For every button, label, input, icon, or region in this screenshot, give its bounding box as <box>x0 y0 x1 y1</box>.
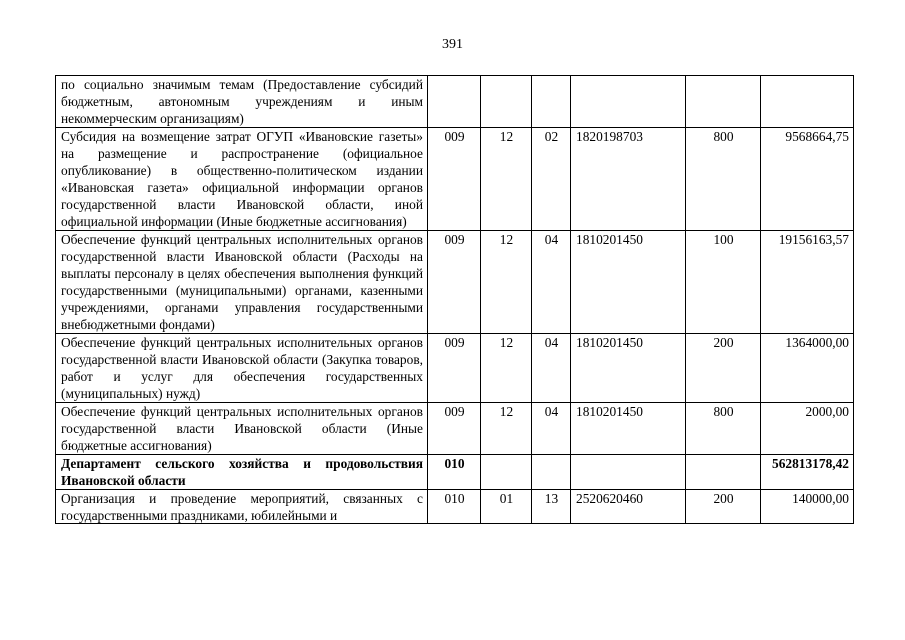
amount: 19156163,57 <box>761 231 854 334</box>
table-row <box>56 403 854 455</box>
expense-type <box>686 76 761 128</box>
section-code <box>481 76 532 128</box>
subsection-code: 04 <box>532 403 571 455</box>
section-code: 12 <box>481 231 532 334</box>
target-code: 1810201450 <box>571 334 686 403</box>
ministry-code: 009 <box>428 128 481 231</box>
section-code: 01 <box>481 490 532 524</box>
table-row <box>56 490 854 524</box>
ministry-code: 009 <box>428 334 481 403</box>
table-row <box>56 334 854 403</box>
subsection-code <box>532 455 571 490</box>
expense-type: 100 <box>686 231 761 334</box>
table-row <box>56 128 854 231</box>
expense-type <box>686 455 761 490</box>
section-code <box>481 455 532 490</box>
table-row <box>56 231 854 334</box>
section-code: 12 <box>481 334 532 403</box>
subsection-code <box>532 76 571 128</box>
target-code: 2520620460 <box>571 490 686 524</box>
row-name: Обеспечение функций центральных исполнительных органов государственной власти Ивановской области (Иные бюджетные ассигнования) <box>56 403 428 455</box>
row-name: Обеспечение функций центральных исполнительных органов государственной власти Ивановской области (Расходы на выплаты персоналу в целях обеспечения выполнения функций государственными (муниципальными) органами, казенными учреждениями, органами управления государственными внебюджетными фондами) <box>56 231 428 334</box>
row-name-text: Организация и проведение мероприятий, связанных с государственными праздниками, юбилейными и <box>61 491 423 523</box>
subsection-code: 04 <box>532 231 571 334</box>
ministry-code: 009 <box>428 231 481 334</box>
page-number: 391 <box>442 37 463 52</box>
expense-type: 200 <box>686 490 761 524</box>
subsection-code: 04 <box>532 334 571 403</box>
target-code: 1810201450 <box>571 403 686 455</box>
row-name: по социально значимым темам (Предоставление субсидий бюджетным, автономным учреждениям и иным некоммерческим организациям) <box>56 76 428 128</box>
ministry-code: 010 <box>428 455 481 490</box>
subsection-code: 13 <box>532 490 571 524</box>
ministry-code <box>428 76 481 128</box>
subsection-code: 02 <box>532 128 571 231</box>
row-name: Обеспечение функций центральных исполнительных органов государственной власти Ивановской области (Закупка товаров, работ и услуг для обеспечения государственных (муниципальных) нужд) <box>56 334 428 403</box>
target-code <box>571 76 686 128</box>
table-row-department <box>56 455 854 490</box>
target-code: 1810201450 <box>571 231 686 334</box>
ministry-code: 010 <box>428 490 481 524</box>
amount: 140000,00 <box>761 490 854 524</box>
amount: 1364000,00 <box>761 334 854 403</box>
amount: 9568664,75 <box>761 128 854 231</box>
row-name: Субсидия на возмещение затрат ОГУП «Ивановские газеты» на размещение и распространение (официальное опубликование) в общественно-политическом издании «Ивановская газета» официальной информации органов государственной власти Ивановской области, иной официальной информации (Иные бюджетные ассигнования) <box>56 128 428 231</box>
expense-type: 200 <box>686 334 761 403</box>
amount: 562813178,42 <box>761 455 854 490</box>
target-code <box>571 455 686 490</box>
expense-type: 800 <box>686 403 761 455</box>
ministry-code: 009 <box>428 403 481 455</box>
table-row <box>56 76 854 128</box>
amount: 2000,00 <box>761 403 854 455</box>
target-code: 1820198703 <box>571 128 686 231</box>
row-name: Департамент сельского хозяйства и продовольствия Ивановской области <box>56 455 428 490</box>
section-code: 12 <box>481 128 532 231</box>
amount <box>761 76 854 128</box>
expense-type: 800 <box>686 128 761 231</box>
section-code: 12 <box>481 403 532 455</box>
row-name <box>56 490 428 524</box>
budget-table <box>55 75 854 524</box>
